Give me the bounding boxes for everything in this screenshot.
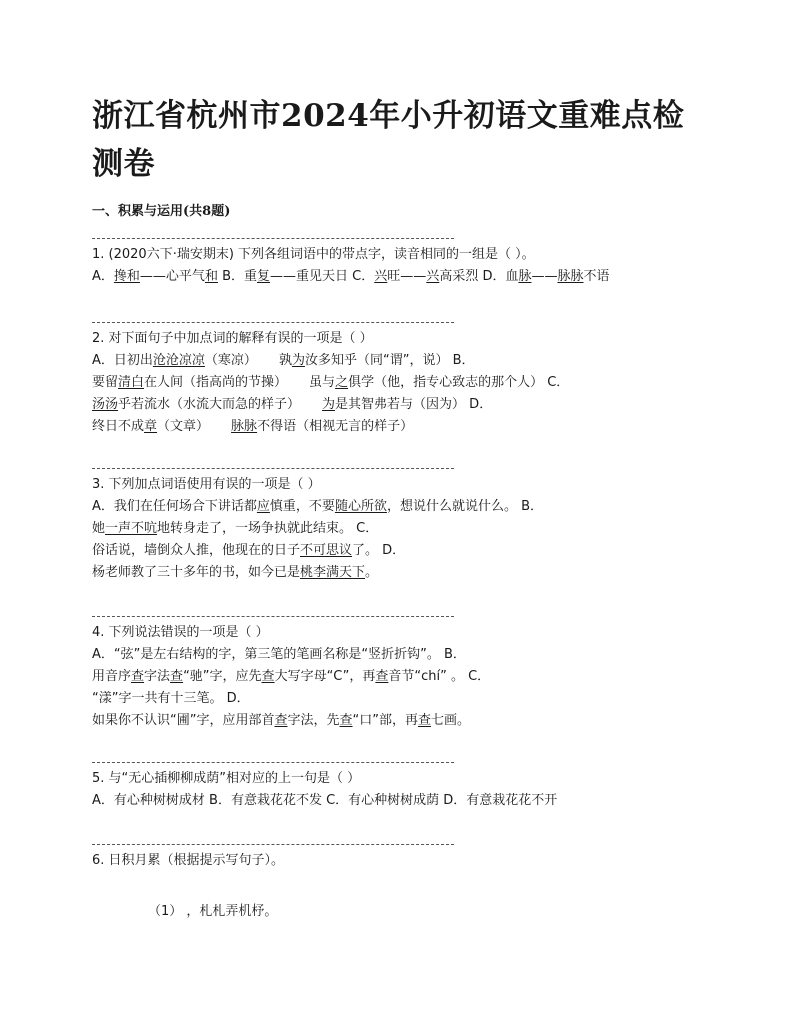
q2-stem: 2. 对下面句子中加点词的解释有误的一项是（ ） <box>92 331 373 346</box>
q5-stem: 5. 与“无心插柳柳成荫”相对应的上一句是（ ） <box>92 771 361 786</box>
q1-options: A．搀和——心平气和 B．重复——重见天日 C．兴旺——兴高采烈 D．血脉——脉脉不语 <box>92 269 610 284</box>
question-2 <box>92 322 712 438</box>
q4-line-2: 用音序查字法查“驰”字，应先查大写字母“C”，再查音节“chí” 。 C． <box>92 669 491 684</box>
q2-line-1: A．日初出沧沧凉凉（寒凉） 孰为汝多知乎（同“谓”，说） B． <box>92 353 475 368</box>
question-6 <box>92 844 712 872</box>
separator <box>92 322 454 324</box>
q4-stem: 4. 下列说法错误的一项是（ ） <box>92 625 269 640</box>
q2-line-2: 要留清白在人间（指高尚的节操） 虽与之俱学（他，指专心致志的那个人） C． <box>92 375 570 390</box>
q1-stem: 1. (2020六下·瑞安期末) 下列各组词语中的带点字，读音相同的一组是（ ）。 <box>92 247 535 262</box>
q4-line-1: A．“弦”是左右结构的字，第三笔的笔画名称是“竖折折钩”。 B． <box>92 647 466 662</box>
separator <box>92 468 454 470</box>
q4-line-3: “漾”字一共有十三笔。 D． <box>92 691 250 706</box>
question-5 <box>92 762 712 812</box>
question-1 <box>92 238 712 288</box>
question-4 <box>92 616 712 732</box>
question-3 <box>92 468 712 584</box>
section-heading: 一、积累与运用(共8题) <box>92 204 231 219</box>
q2-line-3: 汤汤乎若流水（水流大而急的样子） 为是其智弗若与（因为） D． <box>92 397 493 412</box>
q3-line-2: 她一声不吭地转身走了，一场争执就此结束。 C． <box>92 521 379 536</box>
q3-line-3: 俗话说，墙倒众人推，他现在的日子不可思议了。 D． <box>92 543 406 558</box>
separator <box>92 844 454 846</box>
q3-stem: 3. 下列加点词语使用有误的一项是（ ） <box>92 477 321 492</box>
q6-stem: 6. 日积月累（根据提示写句子）。 <box>92 853 285 868</box>
q3-line-4: 杨老师教了三十多年的书，如今已是桃李满天下。 <box>92 565 379 580</box>
page-title: 浙江省杭州市2024年小升初语文重难点检测卷 <box>92 98 685 182</box>
q3-line-1: A．我们在任何场合下讲话都应慎重，不要随心所欲，想说什么就说什么。 B． <box>92 499 544 514</box>
separator <box>92 762 454 764</box>
q2-line-4: 终日不成章（文章） 脉脉不得语（相视无言的样子） <box>92 419 414 434</box>
q5-options: A．有心种树树成材 B．有意栽花花不发 C．有心种树树成荫 D．有意栽花花不开 <box>92 793 558 808</box>
separator <box>92 616 454 618</box>
q6-sub-1: （1） ，札札弄机杼。 <box>148 904 278 919</box>
q4-line-4: 如果你不认识“圃”字，应用部首查字法，先查“口”部，再查七画。 <box>92 713 471 728</box>
separator <box>92 238 454 240</box>
